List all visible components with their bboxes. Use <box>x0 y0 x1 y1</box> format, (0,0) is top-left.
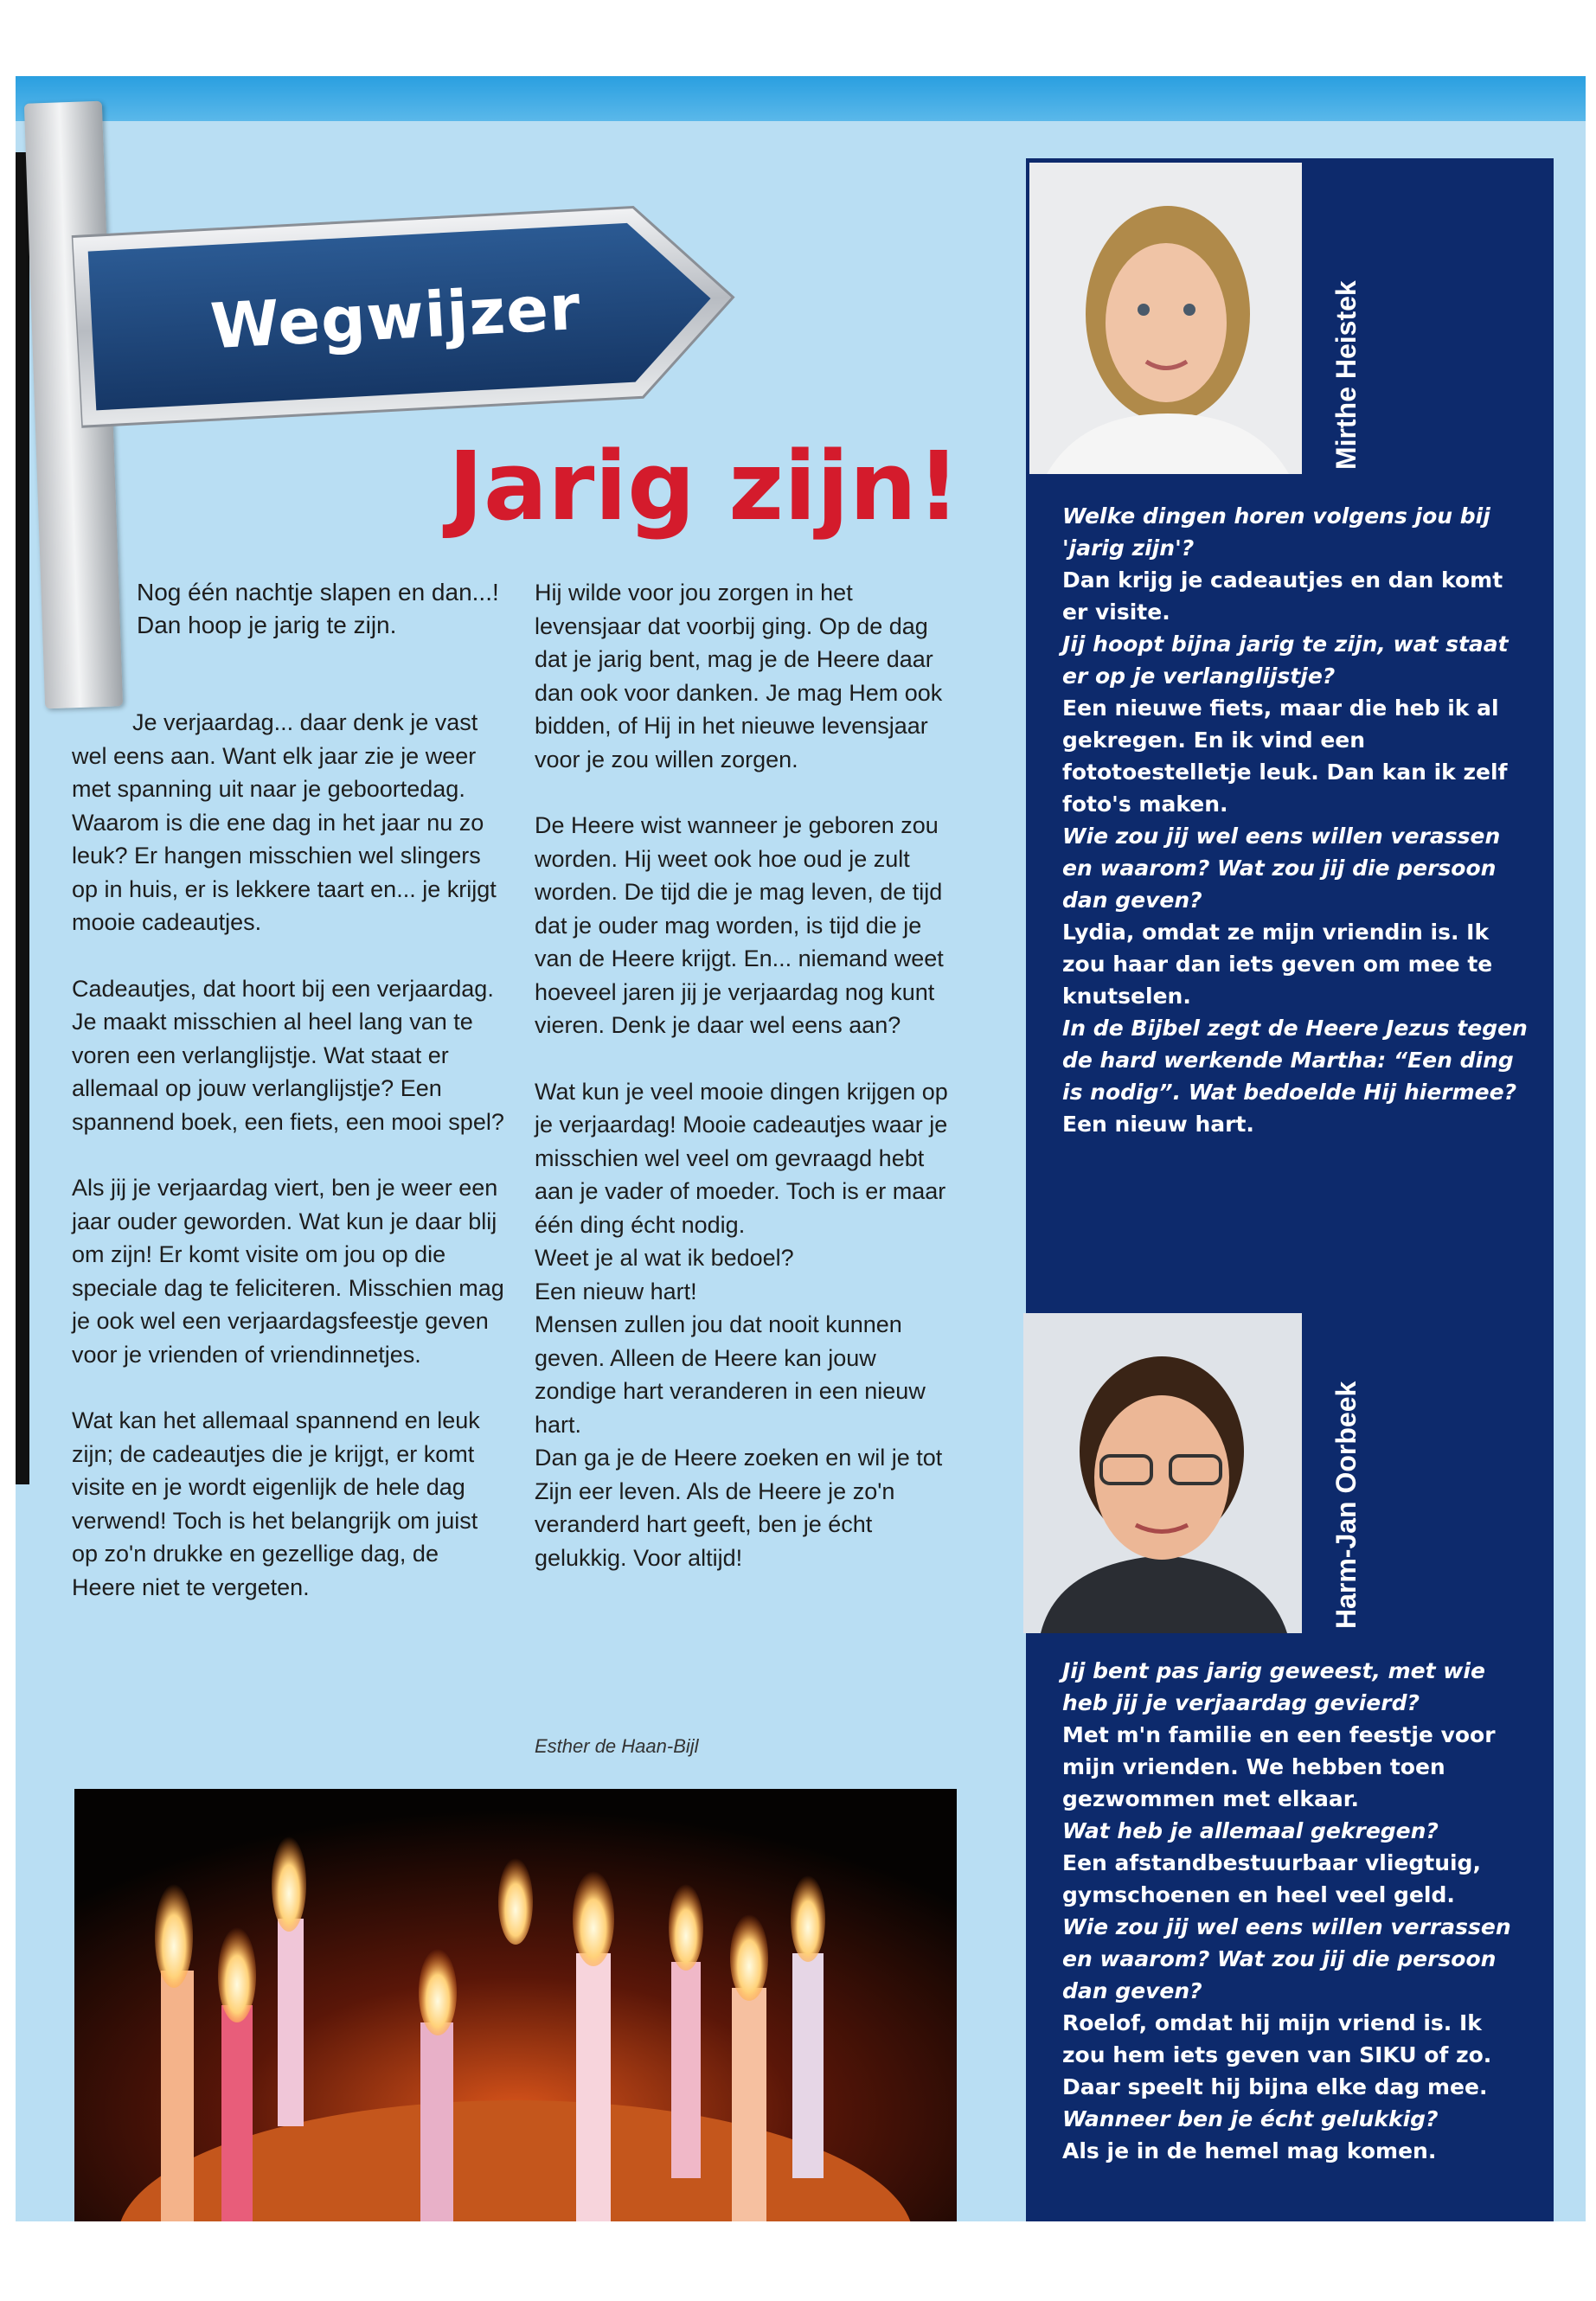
article-column-2 <box>535 576 963 1574</box>
question: Wie zou jij wel eens willen verrassen en waarom? Wat zou jij die persoon dan geven? <box>1062 1914 1511 2003</box>
paragraph: Wat kan het allemaal spannend en leuk zijn; de cadeautjes die je krijgt, er komt visite en je wordt eigenlijk de hele dag verwend! Toch is het belangrijk om juist op zo'n drukke en gezellige dag, de Heere niet te vergeten. <box>72 1407 480 1600</box>
answer: Een afstandbestuurbaar vliegtuig, gymschoenen en heel veel geld. <box>1062 1850 1481 1907</box>
answer: Een nieuw hart. <box>1062 1112 1254 1137</box>
article-column-1 <box>72 706 504 1637</box>
answer: Als je in de hemel mag komen. <box>1062 2138 1437 2163</box>
birthday-cake-photo <box>74 1789 957 2221</box>
paragraph: Cadeautjes, dat hoort bij een verjaardag. Je maakt misschien al heel lang van te voren een verlanglijstje. Wat staat er allemaal op jouw verlanglijstje? Een spannend boek, een fiets, een mooi spel? <box>72 975 504 1135</box>
answer: Een nieuwe fiets, maar die heb ik al gekregen. En ik vind een fototoestelletje leuk. Dan kan ik zelf foto's maken. <box>1062 695 1508 817</box>
question: In de Bijbel zegt de Heere Jezus tegen de hard werkende Martha: “Een ding is nodig”. Wat bedoelde Hij hiermee? <box>1062 1016 1528 1105</box>
article-byline: Esther de Haan-Bijl <box>535 1735 699 1757</box>
question: Welke dingen horen volgens jou bij 'jarig zijn'? <box>1062 503 1490 561</box>
paragraph: Als jij je verjaardag viert, ben je weer een jaar ouder geworden. Wat kun je daar blij om zijn! Er komt visite om jou op die speciale dag te feliciteren. Misschien mag je ook wel een verjaardagsfeestje geven voor je vrienden of vriendinnetjes. <box>72 1175 504 1368</box>
article-headline: Jarig zijn! <box>448 431 961 542</box>
paragraph: Je verjaardag... daar denk je vast wel eens aan. Want elk jaar zie je weer met spanning uit naar je geboortedag. Waarom is die ene dag in het jaar nu zo leuk? Er hangen misschien wel slingers op in huis, er is lekkere taart en... je krijgt mooie cadeautjes. <box>72 709 497 935</box>
interview-qa-1 <box>1062 500 1529 1140</box>
interviewee-name: Harm-Jan Oorbeek <box>1330 1381 1362 1629</box>
sign-title: Wegwijzer <box>208 270 583 363</box>
answer: Met m'n familie en een feestje voor mijn vrienden. We hebben toen gezwommen met elkaar. <box>1062 1722 1496 1811</box>
paragraph: Dan ga je de Heere zoeken en wil je tot Zijn eer leven. Als de Heere je zo'n veranderd hart geeft, ben je écht gelukkig. Voor altijd! <box>535 1445 943 1571</box>
question: Jij hoopt bijna jarig te zijn, wat staat er op je verlanglijstje? <box>1062 631 1509 689</box>
answer: Roelof, omdat hij mijn vriend is. Ik zou hem iets geven van SIKU of zo. Daar speelt hij bijna elke dag mee. <box>1062 2010 1492 2099</box>
answer: Dan krijg je cadeautjes en dan komt er visite. <box>1062 567 1503 625</box>
question: Jij bent pas jarig geweest, met wie heb jij je verjaardag gevierd? <box>1062 1658 1485 1715</box>
portrait-photo-boy <box>1023 1313 1302 1633</box>
paragraph: Een nieuw hart! <box>535 1278 697 1304</box>
portrait-photo-girl <box>1029 163 1302 474</box>
interviewee-name: Mirthe Heistek <box>1330 280 1362 470</box>
magazine-page <box>16 76 1586 2221</box>
answer: Lydia, omdat ze mijn vriendin is. Ik zou haar dan iets geven om mee te knutselen. <box>1062 920 1493 1009</box>
signpost-sign <box>70 167 758 461</box>
question: Wanneer ben je écht gelukkig? <box>1062 2106 1439 2131</box>
paragraph: Wat kun je veel mooie dingen krijgen op je verjaardag! Mooie cadeautjes waar je misschien wel veel om gevraagd hebt aan je vader of moeder. Toch is er maar één ding écht nodig. <box>535 1078 948 1238</box>
question: Wie zou jij wel eens willen verassen en waarom? Wat zou jij die persoon dan geven? <box>1062 824 1501 913</box>
page-edge <box>16 152 29 1484</box>
paragraph: De Heere wist wanneer je geboren zou worden. Hij weet ook hoe oud je zult worden. De tijd die je mag leven, de tijd dat je ouder mag worden, is tijd die je van de Heere krijgt. En... niemand weet hoeveel jaren jij je verjaardag nog kunt vieren. Denk je daar wel eens aan? <box>535 812 944 1038</box>
question: Wat heb je allemaal gekregen? <box>1062 1818 1439 1843</box>
article-intro: Nog één nachtje slapen en dan...! Dan hoop je jarig te zijn. <box>137 579 499 638</box>
paragraph: Mensen zullen jou dat nooit kunnen geven. Alleen de Heere kan jouw zondige hart veranderen in een nieuw hart. <box>535 1311 926 1438</box>
interview-qa-2 <box>1062 1655 1529 2167</box>
top-color-band <box>16 76 1586 121</box>
paragraph: Hij wilde voor jou zorgen in het levensjaar dat voorbij ging. Op de dag dat je jarig bent, mag je de Heere daar dan ook voor danken. Je mag Hem ook bidden, of Hij in het nieuwe levensjaar voor je zou willen zorgen. <box>535 580 943 772</box>
paragraph: Weet je al wat ik bedoel? <box>535 1245 794 1271</box>
